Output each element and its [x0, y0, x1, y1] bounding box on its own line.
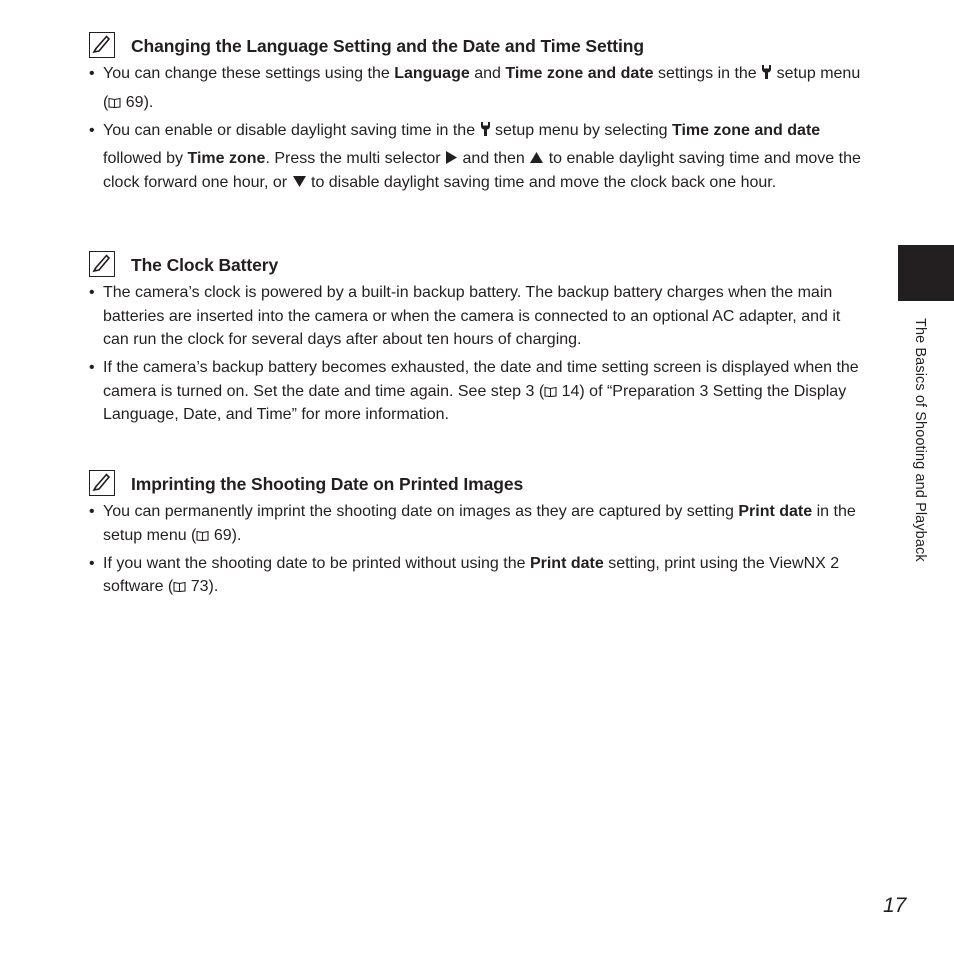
bullet-text: The camera’s clock is powered by a built-in backup battery. The backup battery charges when the main batteries are inserted into the camera or when the camera is connected to an optional AC adapter, and it can run the clock for several days after about ten hours of charging. — [103, 284, 841, 348]
book-reference-icon — [544, 381, 557, 392]
chapter-title-vertical: The Basics of Shooting and Playback — [912, 318, 928, 562]
bullet-text: to enable daylight saving time and move the clock forward one hour, or — [103, 150, 861, 191]
book-reference-icon — [108, 92, 121, 103]
bullet-item — [89, 552, 869, 599]
bullet-text: settings in the — [653, 65, 762, 82]
bullet-text: to disable daylight saving time and move the clock back one hour. — [306, 173, 777, 191]
book-reference-icon — [173, 576, 186, 587]
bullet-text: . Press the multi selector — [265, 150, 446, 167]
bullet-text: You can permanently imprint the shooting date on images as they are captured by setting — [103, 503, 739, 520]
bold-term: Language — [394, 65, 470, 82]
bullet-item — [89, 356, 869, 427]
section-header — [89, 251, 869, 281]
bold-term: Time zone — [187, 150, 266, 167]
bold-term: Time zone and date — [505, 65, 654, 82]
bold-term: Print date — [529, 554, 604, 572]
bullet-text: and then — [458, 150, 530, 167]
wrench-icon — [761, 64, 772, 91]
pencil-note-icon — [89, 32, 115, 58]
bold-term: Time zone and date — [671, 121, 821, 139]
bullet-text: followed by — [103, 150, 188, 167]
bullet-text: in the setup menu ( — [103, 503, 856, 544]
bullet-text: 69). — [209, 526, 242, 544]
triangle-up-icon — [529, 147, 544, 171]
bold-term: Print date — [738, 503, 813, 520]
triangle-right-icon — [445, 147, 458, 171]
section-header — [89, 470, 869, 500]
bullet-list — [89, 62, 869, 194]
section-title: The Clock Battery — [131, 255, 279, 275]
section-imprinting-date — [89, 470, 869, 603]
bullet-list — [89, 500, 869, 599]
book-reference-icon — [196, 525, 209, 536]
bullet-text: setup menu by selecting — [490, 121, 672, 139]
page-number: 17 — [883, 894, 907, 917]
bullet-item — [89, 500, 869, 547]
section-clock-battery — [89, 251, 869, 431]
pencil-note-icon — [89, 251, 115, 277]
bullet-text: 73). — [186, 578, 219, 595]
bullet-text: If you want the shooting date to be printed without using the — [103, 554, 530, 572]
section-language-date-time — [89, 32, 869, 199]
bullet-item — [89, 62, 869, 114]
bullet-text: You can change these settings using the — [103, 65, 395, 82]
bullet-item — [89, 281, 869, 352]
chapter-tab-marker — [898, 245, 954, 301]
section-header — [89, 32, 869, 62]
bullet-list — [89, 281, 869, 427]
bullet-text: You can enable or disable daylight saving time in the — [103, 121, 480, 139]
pencil-note-icon — [89, 470, 115, 496]
wrench-icon — [480, 121, 491, 148]
section-title: Imprinting the Shooting Date on Printed Images — [131, 474, 524, 494]
bullet-text: 14) of “Preparation 3 Setting the Display Language, Date, and Time” for more information. — [103, 382, 847, 423]
bullet-text: 69). — [121, 93, 154, 111]
bullet-text: If the camera’s backup battery becomes exhausted, the date and time setting screen is displayed when the camera is turned on. Set the date and time again. See step 3 ( — [103, 359, 859, 400]
triangle-down-icon — [292, 171, 307, 195]
section-title: Changing the Language Setting and the Date and Time Setting — [131, 36, 644, 56]
bullet-text: setup menu ( — [103, 65, 861, 111]
bullet-item — [89, 119, 869, 195]
bullet-text: and — [469, 65, 506, 82]
bullet-text: setting, print using the ViewNX 2 software ( — [103, 554, 840, 595]
